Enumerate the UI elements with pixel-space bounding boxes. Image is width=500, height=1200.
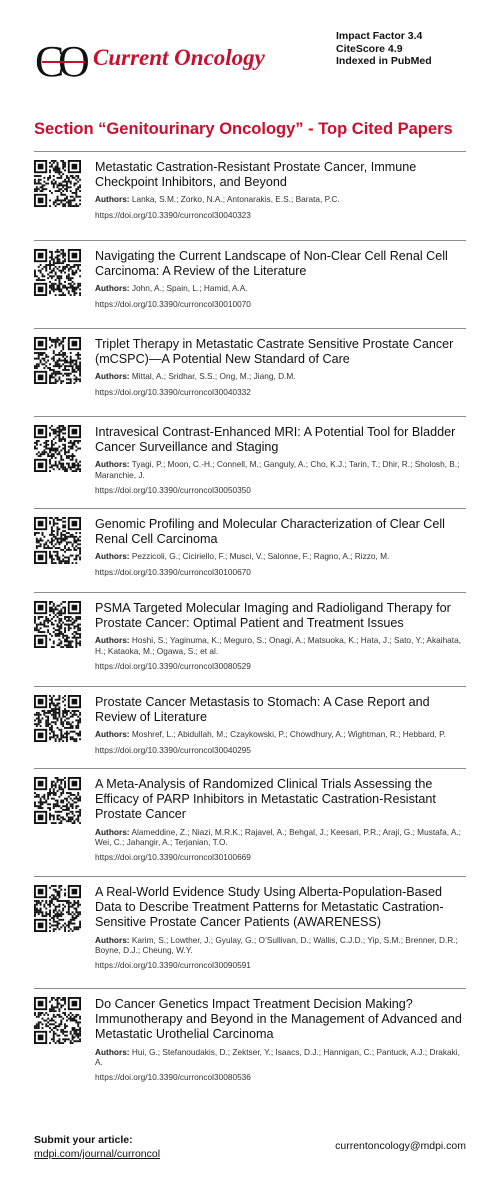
author-list: John, A.; Spain, L.; Hamid, A.A. xyxy=(131,283,248,294)
paper-doi-link[interactable]: https://doi.org/10.3390/curroncol30100669 xyxy=(95,852,251,863)
paper-item xyxy=(34,876,466,988)
paper-doi-link[interactable]: https://doi.org/10.3390/curroncol30010070 xyxy=(95,298,251,309)
author-list: Alameddine, Z.; Niazi, M.R.K.; Rajavel, A.; Behgal, J.; Keesari, P.R.; Araji, G.; Mustafa, A.; Wei, C.; Jahangir, A.; Terjanian, T.O. xyxy=(95,826,461,847)
impact-factor: Impact Factor 3.4 xyxy=(336,30,423,42)
paper-authors xyxy=(95,635,466,655)
paper-list xyxy=(34,151,466,1096)
qr-code-icon[interactable] xyxy=(34,695,81,742)
qr-code-icon[interactable] xyxy=(34,601,81,648)
paper-title[interactable]: Prostate Cancer Metastasis to Stomach: A Case Report and Review of Literature xyxy=(95,695,430,725)
paper-doi-link[interactable]: https://doi.org/10.3390/curroncol30080529 xyxy=(95,660,251,671)
citescore: CiteScore 4.9 xyxy=(336,42,403,55)
author-list: Pezzicoli, G.; Ciciriello, F.; Musci, V.; Salonne, F.; Ragno, A.; Rizzo, M. xyxy=(131,551,390,562)
paper-authors xyxy=(95,459,466,479)
journal-header xyxy=(0,0,500,100)
qr-code-icon[interactable] xyxy=(34,885,81,932)
qr-code-icon[interactable] xyxy=(34,337,81,384)
paper-authors xyxy=(95,729,466,739)
authors-label: Authors: xyxy=(95,934,130,945)
authors-label: Authors: xyxy=(95,551,130,562)
author-list: Lanka, S.M.; Zorko, N.A.; Antonarakis, E.S.; Barata, P.C. xyxy=(131,194,340,205)
paper-item xyxy=(34,328,466,416)
contact-email[interactable]: currentoncology@mdpi.com xyxy=(335,1140,466,1152)
paper-title[interactable]: Do Cancer Genetics Impact Treatment Decision Making? Immunotherapy and Beyond in the Management of Advanced and Metastatic Urothelial Carcinoma xyxy=(95,997,462,1042)
paper-title[interactable]: Genomic Profiling and Molecular Characterization of Clear Cell Renal Cell Carcinoma xyxy=(95,517,445,547)
qr-code-icon[interactable] xyxy=(34,425,81,472)
author-list: Hoshi, S.; Yaginuma, K.; Meguro, S.; Onagi, A.; Matsuoka, K.; Hata, J.; Sato, Y.; Akaihata, H.; Kataoka, M.; Ogawa, S.; et al. xyxy=(95,635,462,656)
paper-title[interactable]: Intravesical Contrast-Enhanced MRI: A Potential Tool for Bladder Cancer Surveillance and Staging xyxy=(95,425,456,455)
paper-title[interactable]: Navigating the Current Landscape of Non-Clear Cell Renal Cell Carcinoma: A Review of the Literature xyxy=(95,249,448,279)
paper-item xyxy=(34,988,466,1096)
paper-authors xyxy=(95,371,466,381)
qr-code-icon[interactable] xyxy=(34,997,81,1044)
paper-doi-link[interactable]: https://doi.org/10.3390/curroncol30040332 xyxy=(95,386,251,397)
paper-item xyxy=(34,508,466,592)
paper-title[interactable]: A Real-World Evidence Study Using Alberta-Population-Based Data to Describe Treatment Patterns for Metastatic Castration-Sensitive Prostate Cancer Patients (AWARENESS) xyxy=(95,885,444,930)
authors-label: Authors: xyxy=(95,459,130,470)
indexing-status: Indexed in PubMed xyxy=(336,55,432,67)
paper-item xyxy=(34,151,466,240)
authors-label: Authors: xyxy=(95,283,130,294)
authors-label: Authors: xyxy=(95,729,130,740)
qr-code-icon[interactable] xyxy=(34,777,81,824)
paper-doi-link[interactable]: https://doi.org/10.3390/curroncol30080536 xyxy=(95,1072,251,1083)
journal-metrics xyxy=(336,30,432,68)
paper-item xyxy=(34,686,466,768)
submit-link[interactable]: mdpi.com/journal/curroncol xyxy=(34,1148,161,1160)
footer xyxy=(34,1134,466,1174)
paper-doi-link[interactable]: https://doi.org/10.3390/curroncol30040295 xyxy=(95,744,251,755)
paper-authors xyxy=(95,283,466,293)
author-list: Hui, G.; Stefanoudakis, D.; Zektser, Y.; Isaacs, D.J.; Hannigan, C.; Pantuck, A.J.; Drakaki, A. xyxy=(95,1046,460,1067)
logo-glyph-c: C xyxy=(35,40,65,80)
authors-label: Authors: xyxy=(95,1046,130,1057)
authors-label: Authors: xyxy=(95,371,130,382)
paper-title[interactable]: PSMA Targeted Molecular Imaging and Radioligand Therapy for Prostate Cancer: Optimal Patient and Treatment Issues xyxy=(95,601,451,631)
paper-title[interactable]: Metastatic Castration-Resistant Prostate Cancer, Immune Checkpoint Inhibitors, and Beyond xyxy=(95,160,417,190)
paper-authors xyxy=(95,935,466,955)
paper-doi-link[interactable]: https://doi.org/10.3390/curroncol30040323 xyxy=(95,209,251,220)
author-list: Mittal, A.; Sridhar, S.S.; Ong, M.; Jiang, D.M. xyxy=(131,371,296,382)
author-list: Tyagi, P.; Moon, C.-H.; Connell, M.; Ganguly, A.; Cho, K.J.; Tarin, T.; Dhir, R.; Sholosh, B.; Maranchie, J. xyxy=(95,459,460,480)
journal-logo-icon xyxy=(34,40,90,80)
qr-code-icon[interactable] xyxy=(34,517,81,564)
authors-label: Authors: xyxy=(95,826,130,837)
journal-name: Current Oncology xyxy=(93,45,265,70)
logo-glyph-o: O xyxy=(58,40,90,80)
paper-item xyxy=(34,416,466,508)
paper-item xyxy=(34,592,466,686)
paper-doi-link[interactable]: https://doi.org/10.3390/curroncol30100670 xyxy=(95,566,251,577)
paper-doi-link[interactable]: https://doi.org/10.3390/curroncol30090591 xyxy=(95,960,251,971)
section-title: Section “Genitourinary Oncology” - Top Cited Papers xyxy=(34,120,453,138)
submit-label: Submit your article: xyxy=(34,1134,133,1146)
paper-authors xyxy=(95,827,466,847)
authors-label: Authors: xyxy=(95,635,130,646)
paper-authors xyxy=(95,1047,466,1067)
qr-code-icon[interactable] xyxy=(34,160,81,207)
qr-code-icon[interactable] xyxy=(34,249,81,296)
paper-doi-link[interactable]: https://doi.org/10.3390/curroncol30050350 xyxy=(95,484,251,495)
paper-item xyxy=(34,240,466,328)
paper-authors xyxy=(95,194,466,204)
author-list: Karim, S.; Lowther, J.; Gyulay, G.; O’Sullivan, D.; Wallis, C.J.D.; Yip, S.M.; Brenner, D.R.; Boyne, D.J.; Cheung, W.Y. xyxy=(95,934,458,955)
authors-label: Authors: xyxy=(95,194,130,205)
paper-title[interactable]: Triplet Therapy in Metastatic Castrate Sensitive Prostate Cancer (mCSPC)—A Potential New Standard of Care xyxy=(95,337,454,367)
paper-item xyxy=(34,768,466,876)
paper-title[interactable]: A Meta-Analysis of Randomized Clinical Trials Assessing the Efficacy of PARP Inhibitors in Metastatic Castration-Resistant Prostate Cancer xyxy=(95,777,436,822)
paper-authors xyxy=(95,551,466,561)
author-list: Moshref, L.; Abidullah, M.; Czaykowski, P.; Chowdhury, A.; Wightman, R.; Hebbard, P. xyxy=(131,729,446,740)
